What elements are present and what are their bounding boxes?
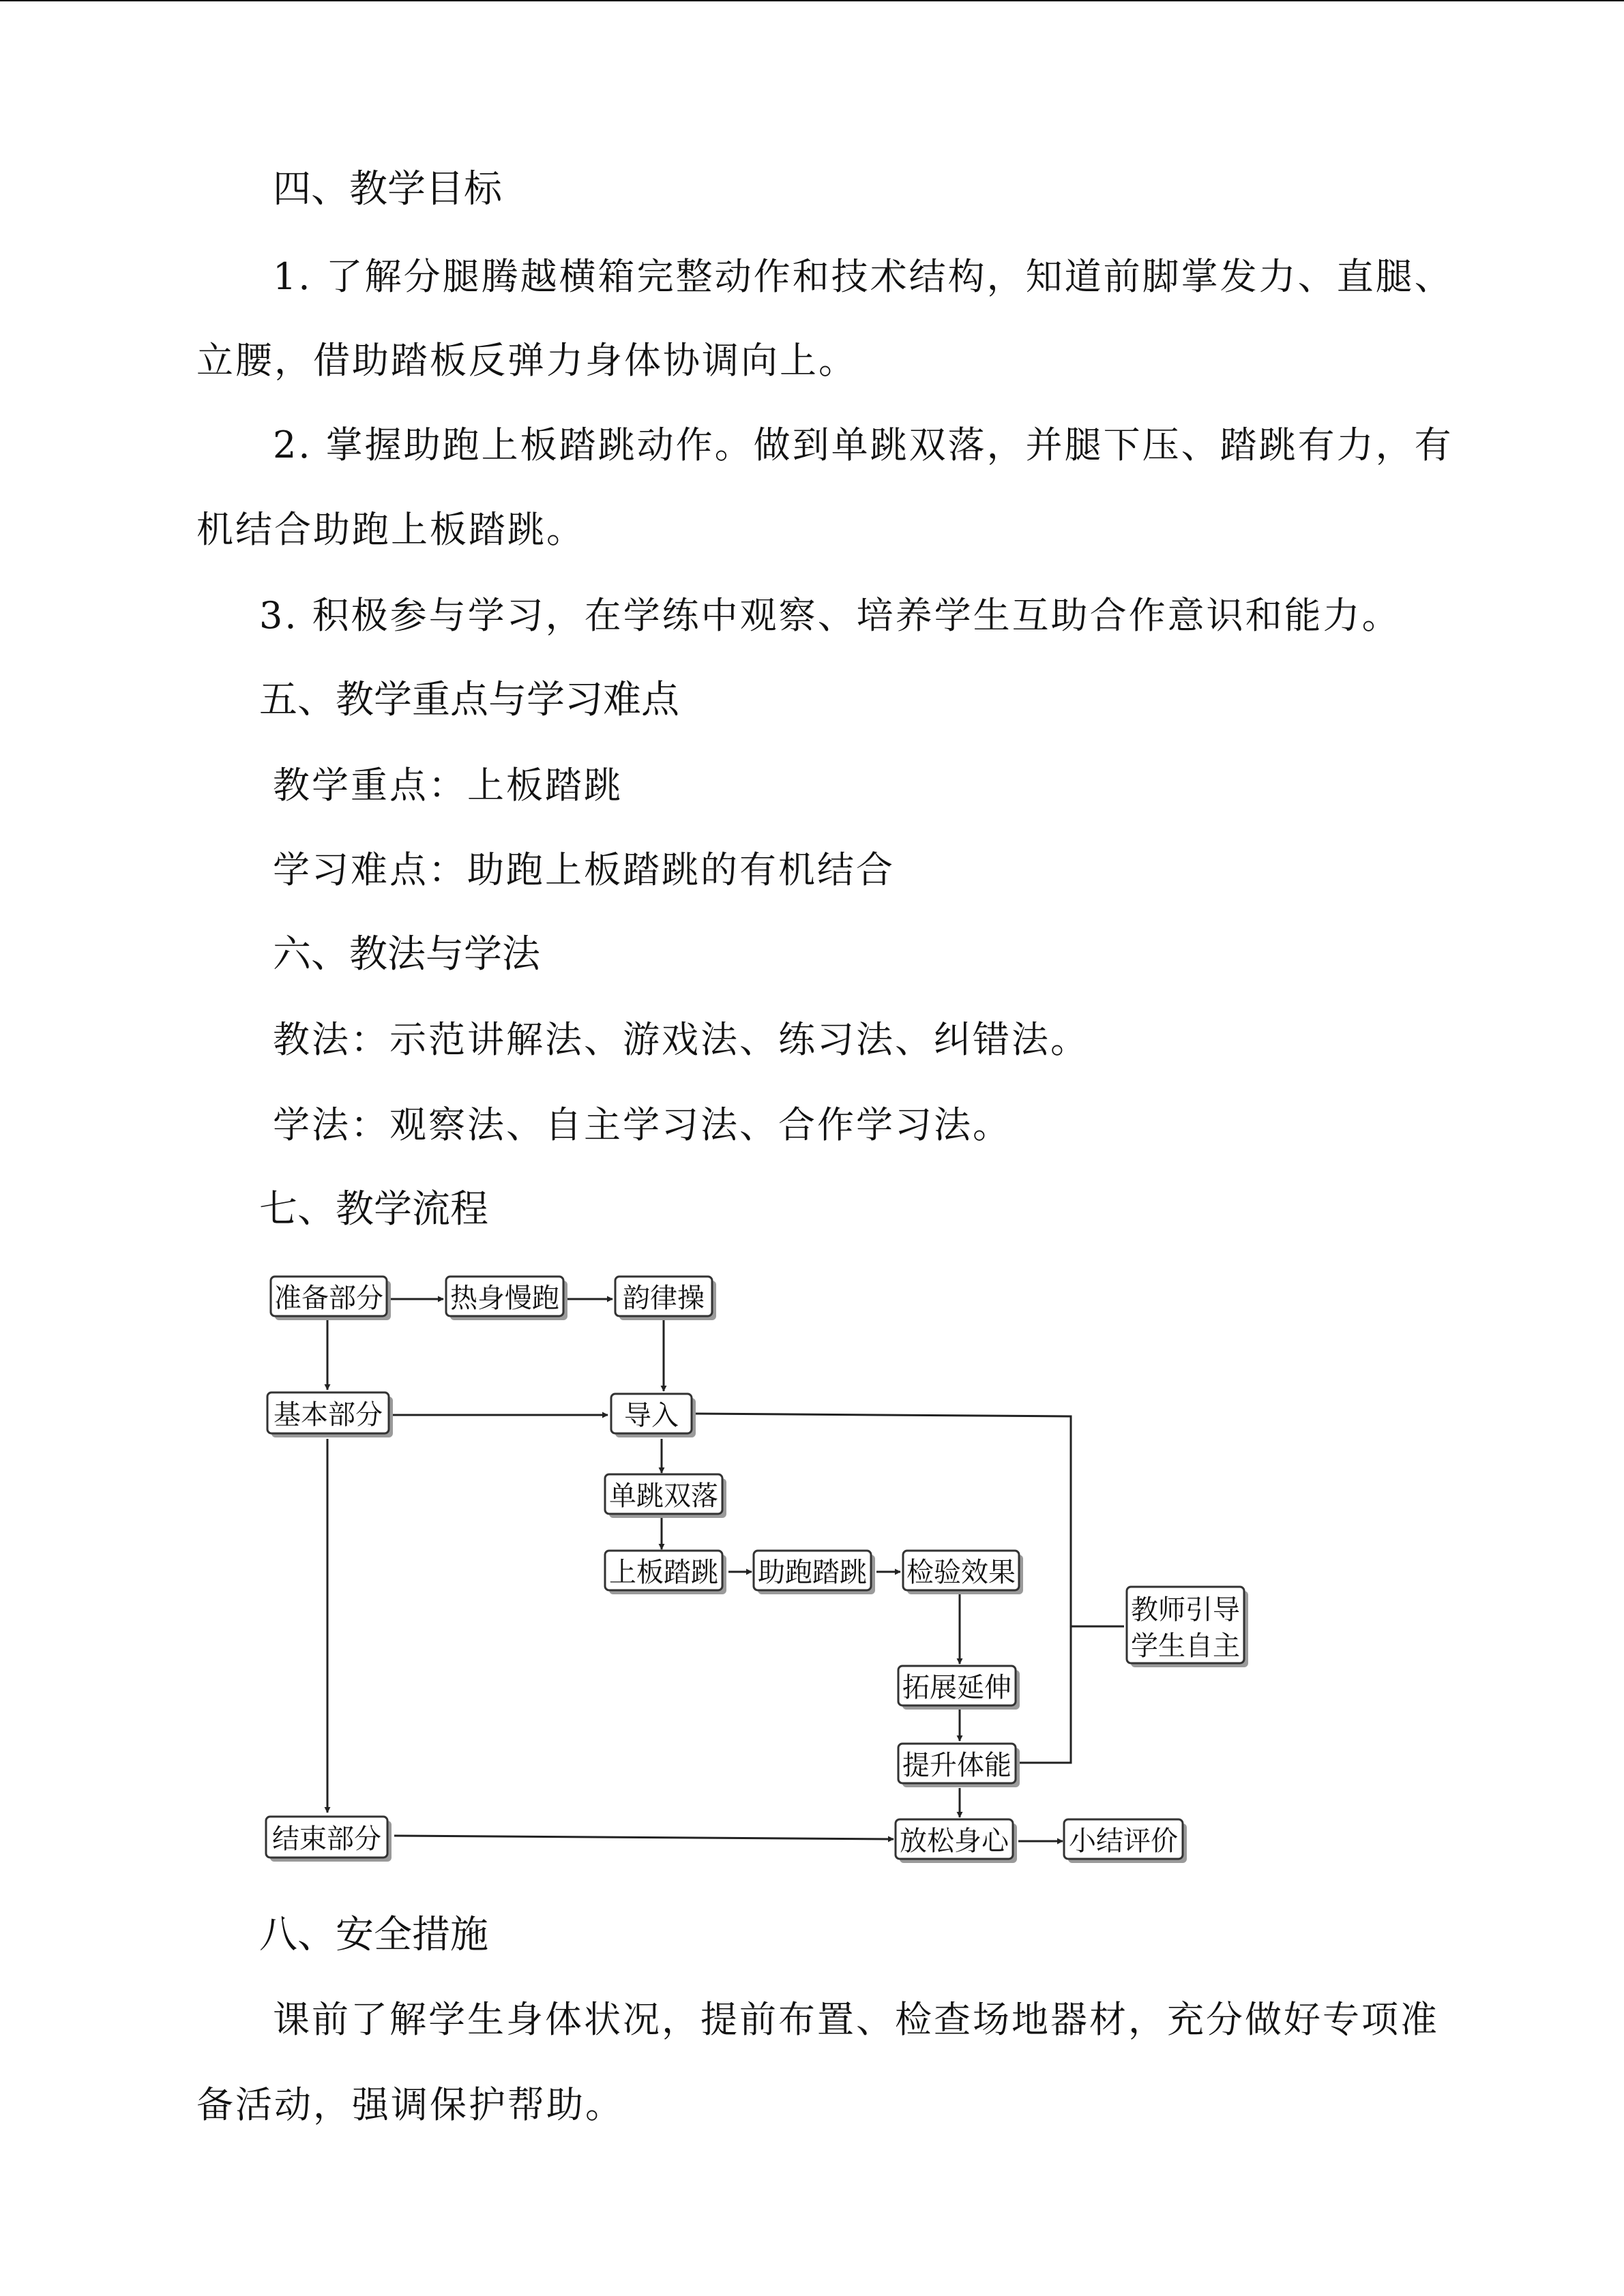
section-title-objectives: 四、教学目标 xyxy=(273,167,502,211)
objective-1-line-1: 1. 了解分腿腾越横箱完整动作和技术结构，知道前脚掌发力、直腿、 xyxy=(273,255,1453,298)
flow-box-extend xyxy=(898,1666,1020,1710)
flow-label-fitness: 提升体能 xyxy=(902,1750,1012,1781)
objective-1-line-2: 立腰，借助踏板反弹力身体协调向上。 xyxy=(196,339,857,382)
objective-2-line-1: 2. 掌握助跑上板踏跳动作。做到单跳双落，并腿下压、踏跳有力，有 xyxy=(273,423,1453,466)
teaching-methods: 教法：示范讲解法、游戏法、练习法、纠错法。 xyxy=(273,1018,1089,1061)
flow-label-rhythm: 韵律操 xyxy=(623,1283,705,1314)
flow-box-summary xyxy=(1064,1819,1187,1863)
flow-box-runup xyxy=(754,1551,875,1594)
flow-label-relax: 放松身心 xyxy=(900,1825,1009,1857)
flow-label-basic: 基本部分 xyxy=(274,1399,383,1431)
key-point: 教学重点：上板踏跳 xyxy=(273,764,623,807)
flow-box-teacher xyxy=(1127,1587,1248,1667)
section-title-key-points: 五、教学重点与学习难点 xyxy=(259,678,679,722)
flow-box-rhythm xyxy=(615,1277,716,1320)
flow-box-intro xyxy=(611,1394,696,1437)
flow-label-runup: 助跑踏跳 xyxy=(758,1557,867,1588)
flow-box-warmup xyxy=(446,1277,567,1320)
section-title-safety: 八、安全措施 xyxy=(259,1913,488,1957)
flow-label-student-self: 学生自主 xyxy=(1131,1630,1240,1662)
difficulty: 学习难点：助跑上板踏跳的有机结合 xyxy=(273,848,895,891)
flow-label-extend: 拓展延伸 xyxy=(902,1672,1012,1703)
flow-box-basic xyxy=(267,1392,393,1437)
flow-box-prep xyxy=(271,1277,391,1320)
flow-label-warmup: 热身慢跑 xyxy=(450,1283,559,1314)
flow-box-board xyxy=(605,1551,726,1594)
safety-line-1: 课前了解学生身体状况，提前布置、检查场地器材，充分做好专项准 xyxy=(273,1998,1439,2041)
objective-3: 3. 积极参与学习，在学练中观察、培养学生互助合作意识和能力。 xyxy=(259,594,1401,637)
flow-label-board: 上板踏跳 xyxy=(609,1557,718,1588)
flow-label-single: 单跳双落 xyxy=(609,1480,718,1512)
flow-box-fitness xyxy=(898,1744,1020,1787)
flow-box-check xyxy=(903,1551,1023,1594)
flow-label-teacher-guide: 教师引导 xyxy=(1131,1594,1240,1626)
flow-box-single xyxy=(605,1474,726,1518)
safety-line-2: 备活动，强调保护帮助。 xyxy=(196,2083,624,2126)
section-title-methods: 六、教法与学法 xyxy=(273,932,540,976)
section-title-teaching-flow: 七、教学流程 xyxy=(259,1187,488,1232)
flow-box-relax xyxy=(896,1819,1017,1863)
flow-label-summary: 小结评价 xyxy=(1069,1825,1178,1857)
objective-2-line-2: 机结合助跑上板踏跳。 xyxy=(196,508,585,551)
flow-label-end: 结束部分 xyxy=(272,1823,381,1855)
flow-label-prep: 准备部分 xyxy=(274,1283,383,1314)
flow-box-end xyxy=(266,1817,392,1862)
flow-label-check: 检验效果 xyxy=(906,1557,1016,1588)
flow-label-intro: 导入 xyxy=(624,1400,679,1431)
learning-methods: 学法：观察法、自主学习法、合作学习法。 xyxy=(273,1103,1012,1146)
